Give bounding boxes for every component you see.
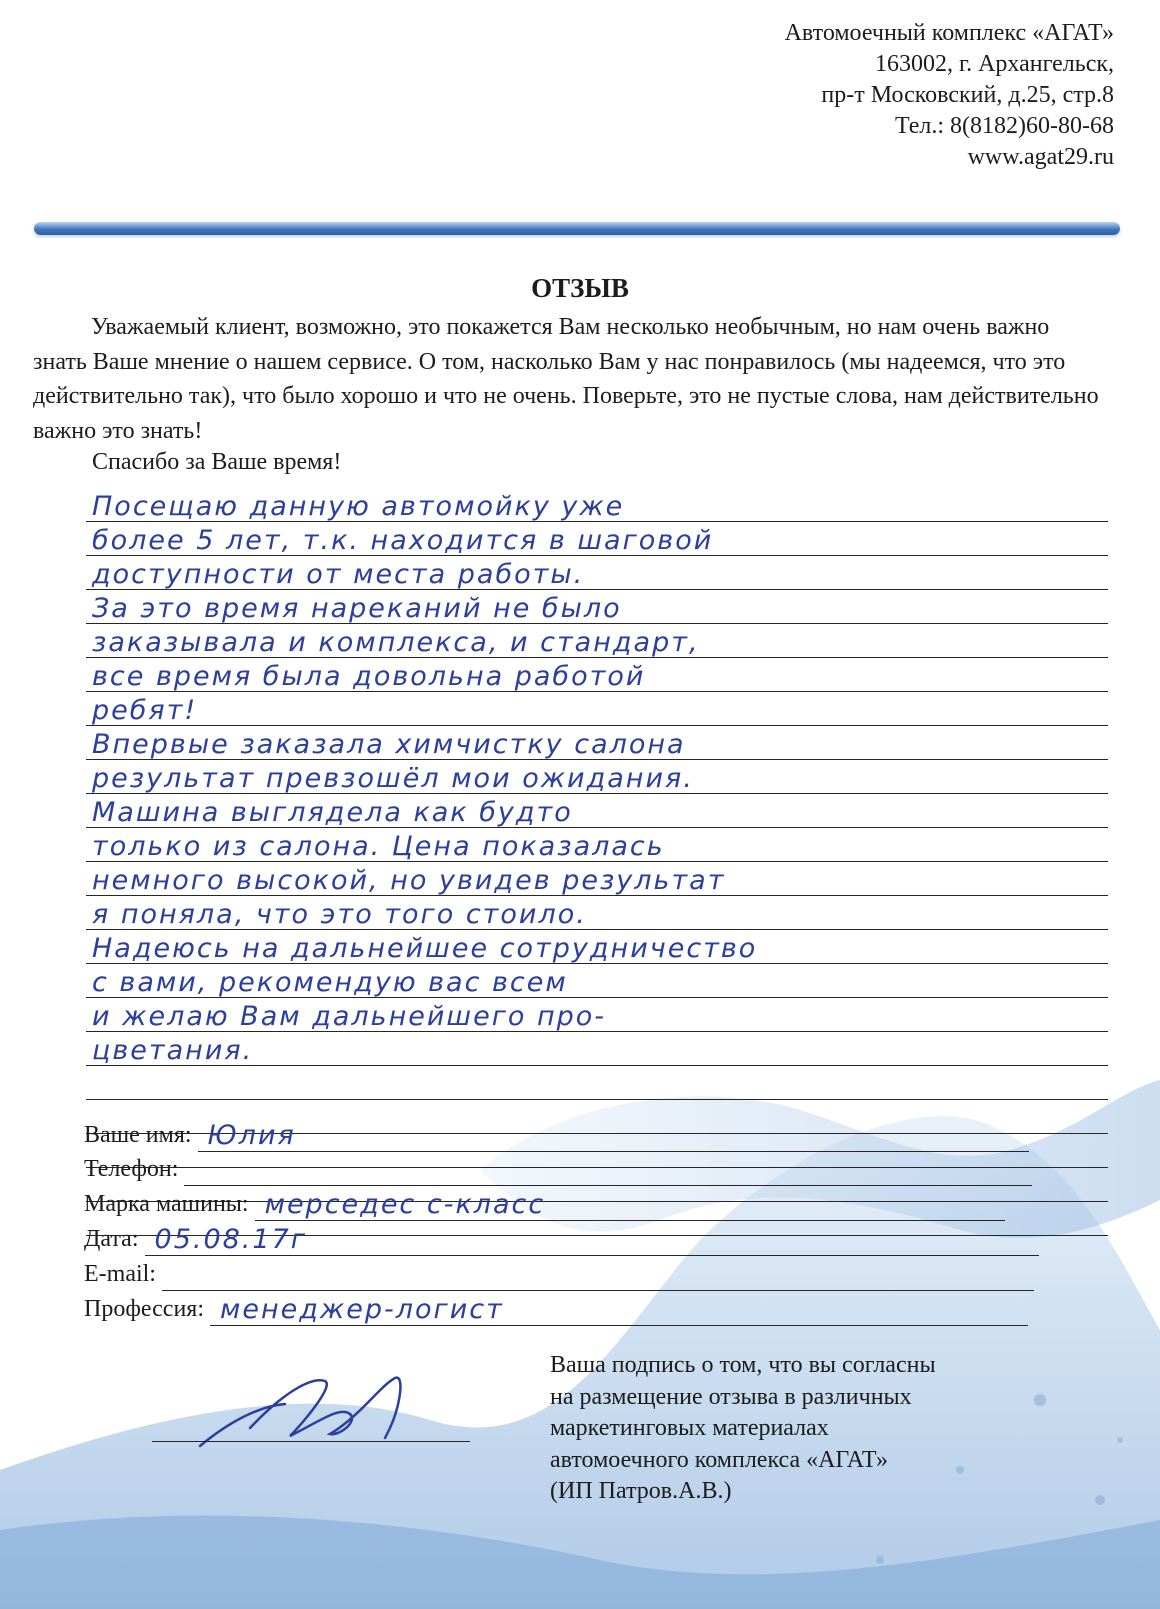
profession-input[interactable]: менеджер-логист [210, 1292, 1028, 1326]
review-line: Посещаю данную автомойку уже [86, 488, 1108, 522]
review-line: За это время нареканий не было [86, 590, 1108, 624]
company-phone: Тел.: 8(8182)60-80-68 [894, 113, 1114, 139]
consent-line: Ваша подпись о том, что вы согласны [550, 1352, 936, 1378]
review-line: Впервые заказала химчистку салона [86, 726, 1108, 760]
email-label: E-mail: [84, 1261, 156, 1287]
company-header [785, 18, 1114, 173]
company-name: Автомоечный комплекс «АГАТ» [784, 20, 1114, 46]
review-line: с вами, рекомендую вас всем [86, 964, 1108, 998]
profession-field [84, 1292, 1028, 1326]
review-line: все время была довольна работой [86, 658, 1108, 692]
company-city: 163002, г. Архангельск, [874, 51, 1114, 77]
name-input[interactable]: Юлия [198, 1118, 1029, 1152]
name-label: Ваше имя: [84, 1122, 192, 1148]
date-input[interactable]: 05.08.17г [145, 1222, 1039, 1256]
consent-line: (ИП Патров.А.В.) [550, 1478, 732, 1504]
email-input[interactable] [162, 1257, 1034, 1291]
review-line: результат превзошёл мои ожидания. [86, 760, 1108, 794]
review-line: Машина выглядела как будто [86, 794, 1108, 828]
consent-line: автомоечного комплекса «АГАТ» [550, 1446, 888, 1473]
date-field [84, 1222, 1039, 1256]
name-field [84, 1118, 1029, 1152]
review-line: цветания. [86, 1032, 1108, 1066]
review-line: заказывала и комплекса, и стандарт, [86, 624, 1108, 658]
phone-input[interactable] [184, 1152, 1032, 1186]
profession-label: Профессия: [84, 1296, 204, 1322]
review-line: и желаю Вам дальнейшего про- [86, 998, 1108, 1032]
date-label: Дата: [84, 1226, 139, 1252]
review-line: ребят! [86, 692, 1108, 726]
phone-label: Телефон: [84, 1156, 179, 1182]
header-divider [34, 222, 1120, 235]
consent-line: маркетинговых материалах [550, 1415, 829, 1441]
review-line: только из салона. Цена показалась [86, 828, 1108, 862]
car-field [84, 1187, 1005, 1221]
review-line: более 5 лет, т.к. находится в шаговой [86, 522, 1108, 556]
consent-line: на размещение отзыва в различных [550, 1383, 912, 1410]
car-label: Марка машины: [84, 1191, 249, 1217]
review-line [86, 1066, 1108, 1100]
signature-line[interactable] [152, 1441, 470, 1442]
review-line: я поняла, что это того стоило. [86, 896, 1108, 930]
review-line: немного высокой, но увидев результат [86, 862, 1108, 896]
page-title: ОТЗЫВ [531, 273, 629, 303]
car-input[interactable]: мерседес с-класс [255, 1187, 1005, 1221]
company-website: www.agat29.ru [967, 144, 1114, 170]
company-street: пр-т Московский, д.25, стр.8 [821, 82, 1114, 108]
review-line: Надеюсь на дальнейшее сотрудничество [86, 930, 1108, 964]
thanks-line: Спасибо за Ваше время! [92, 449, 342, 475]
email-field [84, 1257, 1034, 1291]
review-line: доступности от места работы. [86, 556, 1108, 590]
consent-text [550, 1350, 1070, 1508]
intro-paragraph: Уважаемый клиент, возможно, это покажется Вам несколько необычным, но нам очень важно знать Ваше мнение о нашем сервисе. О том, насколько Вам у нас понравилось (мы надеемся, что это действительно так), что было хорошо и что не очень. Поверьте, это не пустые слова, нам действительно важно это знать! [33, 314, 1099, 444]
signature-scribble [190, 1366, 430, 1456]
phone-field [84, 1152, 1032, 1186]
